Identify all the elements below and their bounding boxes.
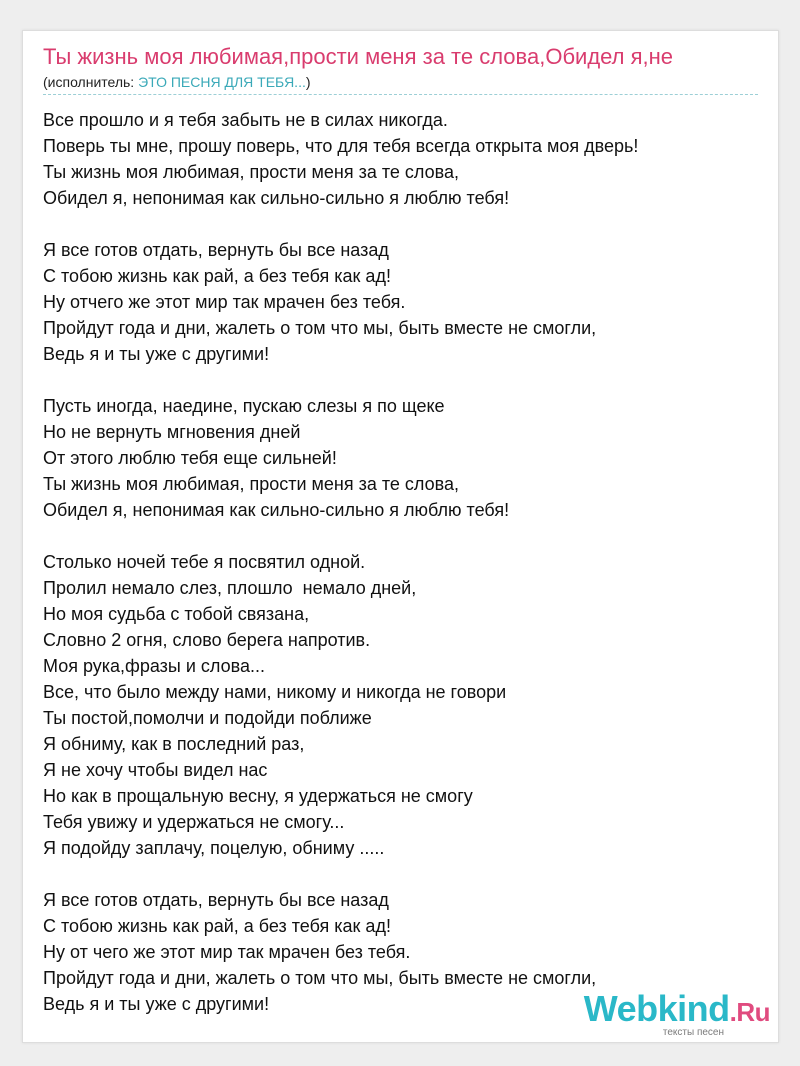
lyric-line: Ведь я и ты уже с другими! <box>43 344 270 364</box>
lyric-line: Ну от чего же этот мир так мрачен без тебя. <box>43 942 411 962</box>
lyric-line: С тобою жизнь как рай, а без тебя как ад! <box>43 266 391 286</box>
header-divider <box>43 94 758 95</box>
lyric-line: Ведь я и ты уже с другими! <box>43 994 270 1014</box>
artist-suffix: ) <box>305 74 311 90</box>
artist-prefix: (исполнитель: <box>43 74 139 90</box>
lyric-line: Ну отчего же этот мир так мрачен без тебя. <box>43 292 406 312</box>
lyric-line: Но моя судьба с тобой связана, <box>43 604 310 624</box>
lyric-line: Все, что было между нами, никому и никогда не говори <box>43 682 507 702</box>
lyric-line: Моя рука,фразы и слова... <box>43 656 266 676</box>
lyric-line: Я подойду заплачу, поцелую, обниму ..... <box>43 838 385 858</box>
watermark-logo <box>584 989 770 1032</box>
lyric-line: Ты жизнь моя любимая, прости меня за те слова, <box>43 162 459 182</box>
lyric-line: Пусть иногда, наедине, пускаю слезы я по щеке <box>43 396 445 416</box>
lyrics-stanza <box>43 107 638 211</box>
artist-line <box>43 73 311 91</box>
lyric-line: Столько ночей тебе я посвятил одной. <box>43 552 366 572</box>
lyric-line: Пройдут года и дни, жалеть о том что мы, быть вместе не смогли, <box>43 318 597 338</box>
lyric-line: Ты постой,помолчи и подойди поближе <box>43 708 372 728</box>
watermark-name: Webkind <box>583 988 730 1029</box>
lyrics-body <box>43 107 638 1017</box>
lyric-line: Поверь ты мне, прошу поверь, что для тебя всегда открыта моя дверь! <box>43 136 639 156</box>
lyric-line: Тебя увижу и удержаться не смогу... <box>43 812 345 832</box>
lyric-line: Словно 2 огня, слово берега напротив. <box>43 630 371 650</box>
watermark-tld: .Ru <box>729 997 770 1027</box>
lyric-line: Обидел я, непонимая как сильно-сильно я люблю тебя! <box>43 500 510 520</box>
webkind-watermark <box>584 989 770 1038</box>
lyric-line: Но не вернуть мгновения дней <box>43 422 301 442</box>
lyric-line: Пролил немало слез, плошло немало дней, <box>43 578 417 598</box>
watermark-tagline: тексты песен <box>662 1027 724 1038</box>
lyric-line: Я не хочу чтобы видел нас <box>43 760 268 780</box>
lyrics-stanza <box>43 549 638 861</box>
lyric-line: Но как в прощальную весну, я удержаться не смогу <box>43 786 473 806</box>
song-title: Ты жизнь моя любимая,прости меня за те слова,Обидел я,не <box>43 44 674 69</box>
lyric-line: Я все готов отдать, вернуть бы все назад <box>43 240 389 260</box>
lyric-line: От этого люблю тебя еще сильней! <box>43 448 337 468</box>
lyric-line: Обидел я, непонимая как сильно-сильно я люблю тебя! <box>43 188 510 208</box>
lyric-line: Я все готов отдать, вернуть бы все назад <box>43 890 389 910</box>
artist-link[interactable]: ЭТО ПЕСНЯ ДЛЯ ТЕБЯ... <box>138 74 306 90</box>
lyrics-page <box>22 30 779 1043</box>
lyrics-stanza <box>43 393 638 523</box>
lyric-line: С тобою жизнь как рай, а без тебя как ад! <box>43 916 391 936</box>
lyrics-stanza <box>43 237 638 367</box>
lyric-line: Все прошло и я тебя забыть не в силах никогда. <box>43 110 448 130</box>
lyric-line: Ты жизнь моя любимая, прости меня за те слова, <box>43 474 459 494</box>
lyric-line: Я обниму, как в последний раз, <box>43 734 305 754</box>
lyrics-stanza <box>43 887 638 1017</box>
lyric-line: Пройдут года и дни, жалеть о том что мы, быть вместе не смогли, <box>43 968 597 988</box>
